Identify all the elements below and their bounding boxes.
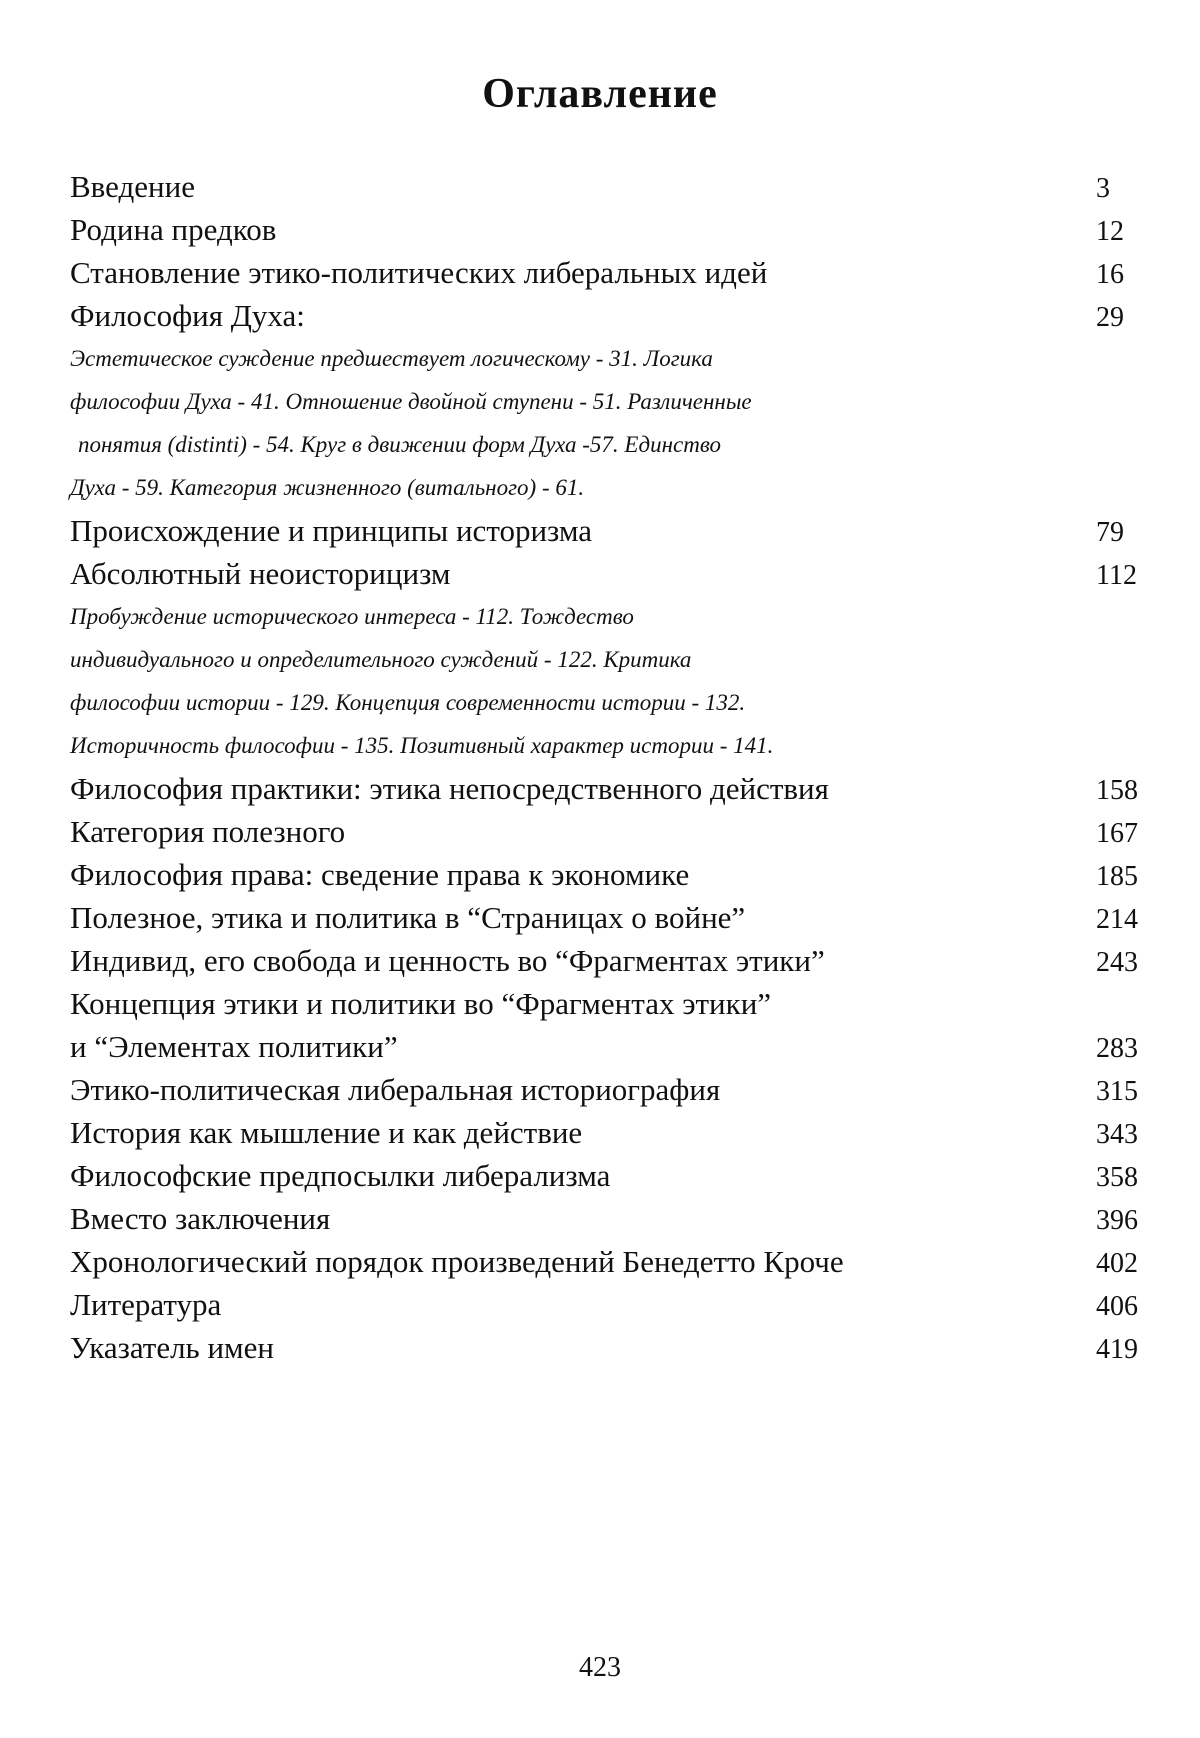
toc-entry: [0, 1326, 1200, 1369]
toc-entry: [0, 1240, 1200, 1283]
toc-entry-page: 112: [1096, 560, 1137, 591]
toc-entry: [0, 165, 1200, 208]
toc-subsection-line: понятия (distinti) - 54. Круг в движении форм Духа -57. Единство: [78, 432, 722, 457]
toc-entry-title: Абсолютный неоисторицизм: [70, 556, 451, 591]
toc-subsection-line: индивидуального и определительного суждений - 122. Критика: [70, 647, 692, 672]
toc-entry-page: 343: [1096, 1119, 1138, 1150]
toc-entry-title: Индивид, его свобода и ценность во “Фрагментах этики”: [70, 943, 825, 978]
toc-entry-title: Литература: [70, 1287, 222, 1322]
toc-entry-title: Полезное, этика и политика в “Страницах о войне”: [70, 900, 746, 935]
toc-entry-title: Родина предков: [70, 212, 277, 247]
toc-entry: [0, 1154, 1200, 1197]
toc-entry-title: Концепция этики и политики во “Фрагментах этики”: [70, 986, 772, 1021]
toc-entry: [0, 853, 1200, 896]
toc-entry-page: 419: [1096, 1334, 1138, 1365]
toc-entry-title: Философия Духа:: [70, 298, 305, 333]
toc-entry: [0, 208, 1200, 251]
toc-entry-title: Этико-политическая либеральная историография: [70, 1072, 721, 1107]
toc-entry: [0, 294, 1200, 337]
toc-subsection-line: Историчность философии - 135. Позитивный характер истории - 141.: [70, 733, 774, 758]
toc-entry-page: 243: [1096, 947, 1138, 978]
toc-entry: [0, 767, 1200, 810]
toc-entry-page: 283: [1096, 1033, 1138, 1064]
toc-entry-page: 79: [1096, 517, 1124, 548]
toc-entry: [0, 1068, 1200, 1111]
toc-entry-title: Философские предпосылки либерализма: [70, 1158, 611, 1193]
toc-entry-page: 402: [1096, 1248, 1138, 1279]
toc-entry: [0, 896, 1200, 939]
toc-entry-title: Вместо заключения: [70, 1201, 331, 1236]
toc-entry: [0, 982, 1200, 1068]
toc-entry-title: Категория полезного: [70, 814, 346, 849]
toc-entry-page: 3: [1096, 173, 1110, 204]
toc-entry: [0, 1283, 1200, 1326]
toc-entry: [0, 810, 1200, 853]
toc-entry-page: 214: [1096, 904, 1138, 935]
toc-entry-page: 315: [1096, 1076, 1138, 1107]
toc-entry-title: Философия права: сведение права к экономике: [70, 857, 690, 892]
toc-entry-title: Введение: [70, 169, 195, 204]
toc-subsection-list: [0, 337, 1200, 509]
page-title: Оглавление: [482, 71, 718, 117]
page-number: 423: [579, 1652, 621, 1683]
toc-entry-page: 358: [1096, 1162, 1138, 1193]
toc-entry-page: 29: [1096, 302, 1124, 333]
toc-entry-page: 396: [1096, 1205, 1138, 1236]
toc-entry-title: Становление этико-политических либеральных идей: [70, 255, 768, 290]
toc-entry: [0, 509, 1200, 552]
toc-entry-page: 16: [1096, 259, 1124, 290]
toc-entry-page: 167: [1096, 818, 1138, 849]
toc-subsection-line: Эстетическое суждение предшествует логическому - 31. Логика: [70, 346, 713, 371]
toc-entry: [0, 1111, 1200, 1154]
toc-entry-title: Происхождение и принципы историзма: [70, 513, 593, 548]
toc-entry-page: 12: [1096, 216, 1124, 247]
toc-entry: [0, 251, 1200, 294]
toc-entry: [0, 1197, 1200, 1240]
toc-subsection-line: Духа - 59. Категория жизненного (витального) - 61.: [70, 475, 585, 500]
toc-entry-title-continued: и “Элементах политики”: [70, 1029, 398, 1064]
toc-entry: [0, 939, 1200, 982]
toc-entry-page: 185: [1096, 861, 1138, 892]
toc-subsection-line: философии истории - 129. Концепция современности истории - 132.: [70, 690, 746, 715]
table-of-contents: [0, 165, 1200, 1369]
toc-entry-title: Философия практики: этика непосредственного действия: [70, 771, 829, 806]
toc-entry: [0, 552, 1200, 595]
toc-subsection-line: философии Духа - 41. Отношение двойной ступени - 51. Различенные: [70, 389, 752, 414]
toc-subsection-line: Пробуждение исторического интереса - 112. Тождество: [70, 604, 634, 629]
toc-subsection-list: [0, 595, 1200, 767]
toc-entry-page: 158: [1096, 775, 1138, 806]
toc-entry-page: 406: [1096, 1291, 1138, 1322]
toc-entry-title: История как мышление и как действие: [70, 1115, 583, 1150]
toc-entry-title: Указатель имен: [70, 1330, 274, 1365]
toc-entry-title: Хронологический порядок произведений Бенедетто Кроче: [70, 1244, 844, 1279]
